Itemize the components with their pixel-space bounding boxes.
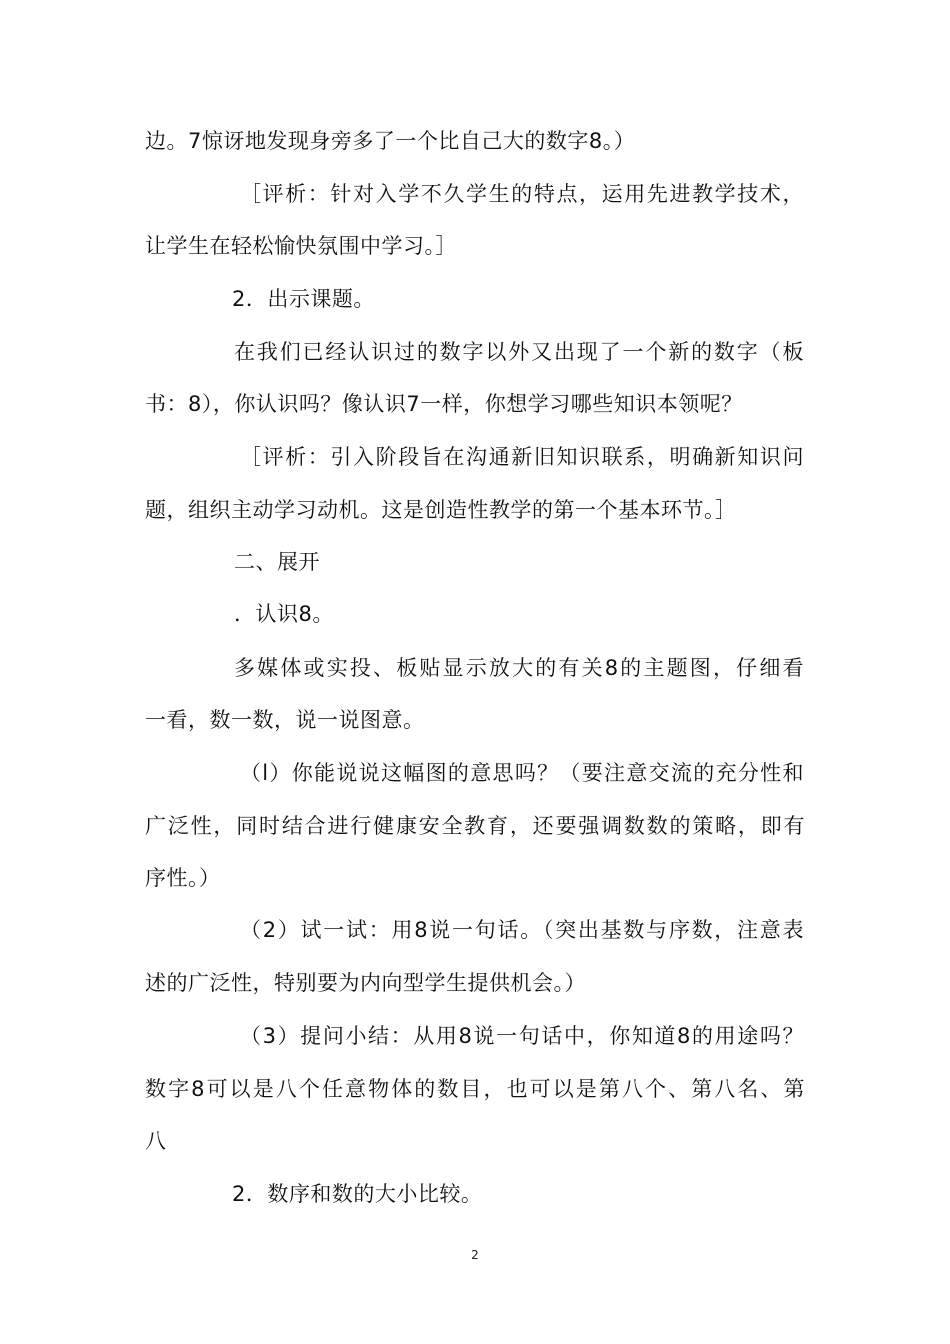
page-number: 2 (471, 1248, 479, 1262)
paragraph-line: 多媒体或实投、板贴显示放大的有关8的主题图，仔细看 (234, 656, 804, 680)
paragraph-line: ［评析：引入阶段旨在沟通新旧知识联系，明确新知识问 (240, 445, 804, 469)
paragraph-line: 2．出示课题。 (232, 287, 375, 311)
paragraph-line: （2）试一试：用8说一句话。（突出基数与序数，注意表 (240, 918, 804, 942)
paragraph-line: 述的广泛性，特别要为内向型学生提供机会。） (145, 971, 586, 995)
paragraph-line: 一看，数一数，说一说图意。 (145, 708, 425, 732)
paragraph-line: 序性。） (145, 866, 221, 890)
section-heading: 二、展开 (234, 550, 320, 574)
paragraph-line: 边。7惊讶地发现身旁多了一个比自己大的数字8。） (145, 129, 636, 153)
paragraph-line: 题，组织主动学习动机。这是创造性教学的第一个基本环节。］ (145, 498, 737, 522)
paragraph-line: 广泛性，同时结合进行健康安全教育，还要强调数数的策略，即有 (145, 814, 805, 838)
paragraph-line: 数字8可以是八个任意物体的数目，也可以是第八个、第八名、第 (145, 1077, 805, 1101)
paragraph-line: 书：8），你认识吗？像认识7一样，你想学习哪些知识本领呢？ (145, 392, 743, 416)
paragraph-line: 在我们已经认识过的数字以外又出现了一个新的数字（板 (234, 340, 804, 364)
paragraph-line: ．认识8。 (234, 602, 334, 626)
paragraph-line: （l）你能说说这幅图的意思吗？（要注意交流的充分性和 (240, 761, 804, 785)
paragraph-line: 2．数序和数的大小比较。 (232, 1182, 483, 1206)
paragraph-line: 八 (145, 1129, 167, 1153)
paragraph-line: ［评析：针对入学不久学生的特点，运用先进教学技术， (240, 182, 804, 206)
paragraph-line: 让学生在轻松愉快氛围中学习。］ (145, 234, 457, 258)
paragraph-line: （3）提问小结：从用8说一句话中，你知道8的用途吗？ (240, 1024, 804, 1048)
